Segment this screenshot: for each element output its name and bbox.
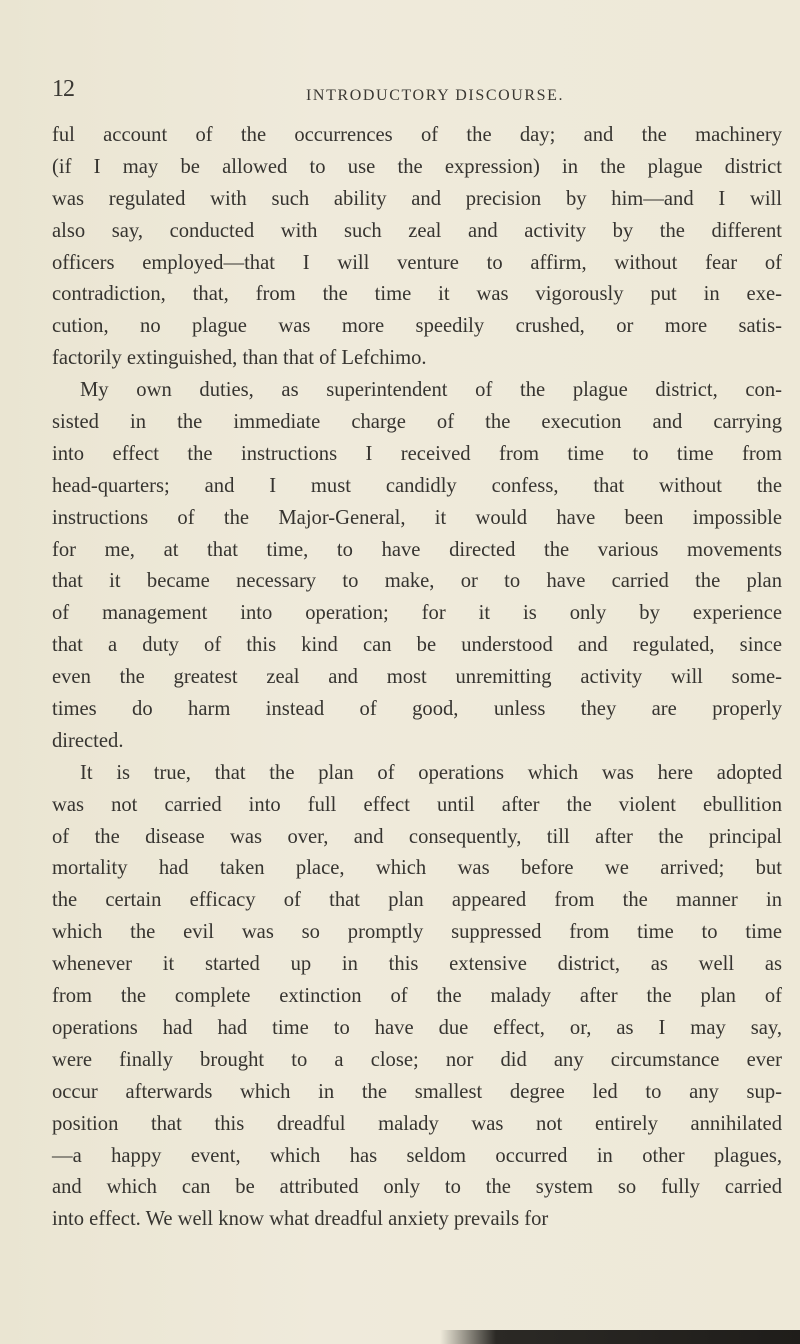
text-line: of management into operation; for it is only by experience (52, 602, 782, 625)
text-line: It is true, that the plan of operations which was here adopted (80, 761, 782, 784)
text-line: position that this dreadful malady was not entirely annihilated (52, 1112, 782, 1135)
text-line: occur afterwards which in the smallest degree led to any sup- (52, 1080, 782, 1103)
running-head: INTRODUCTORY DISCOURSE. (306, 87, 565, 104)
text-line: operations had had time to have due effect, or, as I may say, (52, 1016, 782, 1039)
text-line: from the complete extinction of the malady after the plan of (52, 985, 782, 1008)
text-line: times do harm instead of good, unless they are properly (52, 698, 782, 721)
text-line: which the evil was so promptly suppressed from time to time (52, 921, 782, 944)
text-line: for me, at that time, to have directed the various movements (52, 538, 782, 561)
text-line: were finally brought to a close; nor did any circumstance ever (52, 1048, 782, 1071)
text-line: whenever it started up in this extensive district, as well as (52, 953, 782, 976)
text-line: even the greatest zeal and most unremitting activity will some- (52, 666, 782, 689)
text-line: into effect. We well know what dreadful anxiety prevails for (52, 1208, 549, 1231)
text-line: the certain efficacy of that plan appeared from the manner in (52, 889, 782, 912)
text-line: (if I may be allowed to use the expression) in the plague district (52, 155, 782, 178)
text-line: that it became necessary to make, or to have carried the plan (52, 570, 782, 593)
text-line: also say, conducted with such zeal and activity by the different (52, 219, 782, 242)
page-number: 12 (52, 76, 74, 102)
text-line: that a duty of this kind can be understood and regulated, since (52, 634, 782, 657)
text-line: was not carried into full effect until after the violent ebullition (52, 793, 782, 816)
text-line: officers employed—that I will venture to affirm, without fear of (52, 251, 782, 274)
page-edge-shadow (0, 1330, 800, 1344)
text-line: factorily extinguished, than that of Lefchimo. (52, 347, 427, 370)
text-line: directed. (52, 729, 124, 752)
text-line: cution, no plague was more speedily crushed, or more satis- (52, 315, 782, 338)
text-line: ful account of the occurrences of the day; and the machinery (52, 124, 782, 146)
text-line: sisted in the immediate charge of the execution and carrying (52, 411, 782, 434)
text-line: head-quarters; and I must candidly confess, that without the (52, 474, 782, 497)
text-line: and which can be attributed only to the system so fully carried (52, 1176, 782, 1199)
text-line: mortality had taken place, which was before we arrived; but (52, 857, 782, 880)
text-line: contradiction, that, from the time it was vigorously put in exe- (52, 283, 782, 306)
text-line: was regulated with such ability and precision by him—and I will (52, 187, 782, 210)
text-line: instructions of the Major-General, it would have been impossible (52, 506, 782, 529)
text-line: into effect the instructions I received from time to time from (52, 442, 782, 465)
text-line: My own duties, as superintendent of the plague district, con- (80, 379, 782, 402)
text-line: —a happy event, which has seldom occurred in other plagues, (52, 1144, 782, 1167)
body-text (52, 120, 782, 1236)
text-line: of the disease was over, and consequently, till after the principal (52, 825, 782, 848)
